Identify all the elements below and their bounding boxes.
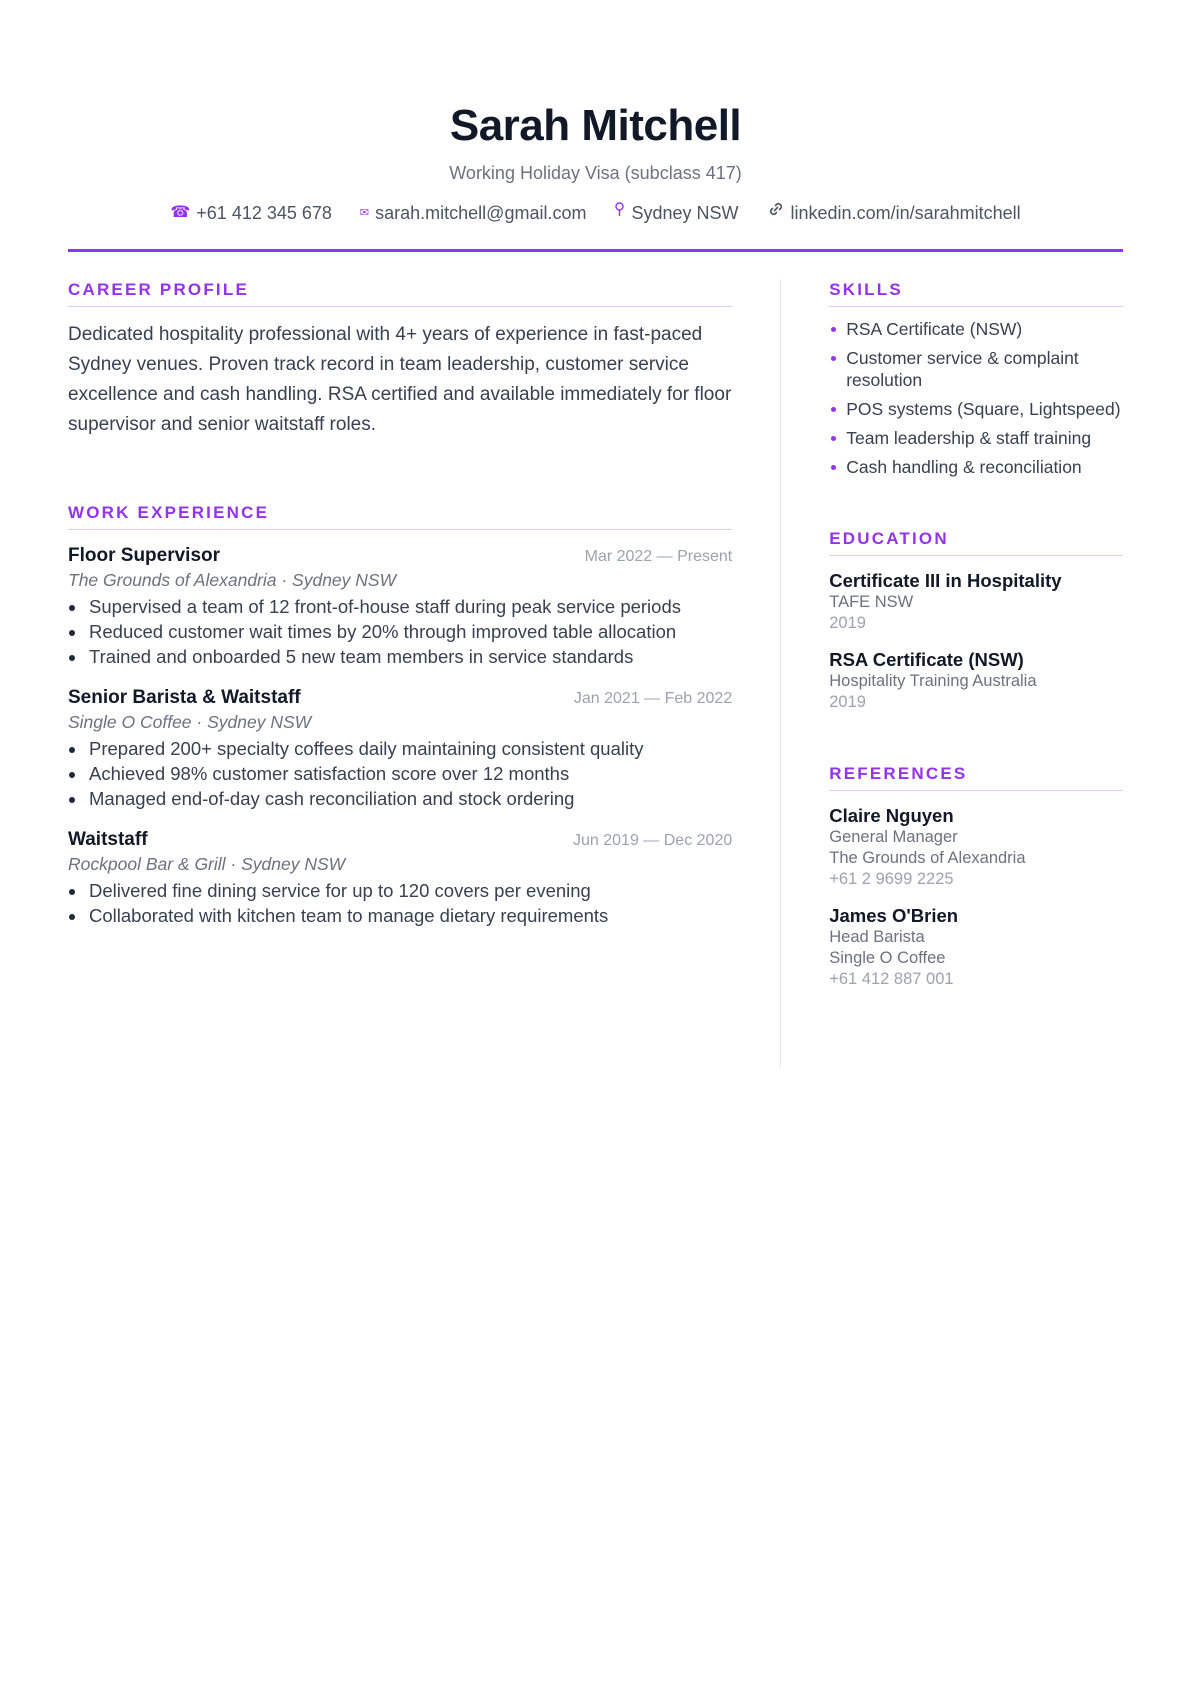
contact-phone-text: +61 412 345 678 (196, 202, 332, 223)
reference-entry (829, 904, 1123, 990)
list-item: Delivered fine dining service for up to 120 covers per evening (68, 880, 732, 902)
list-item: Reduced customer wait times by 20% through improved table allocation (68, 621, 732, 643)
job-bullets (68, 596, 732, 668)
skills-section (829, 279, 1123, 478)
contact-linkedin-text[interactable]: linkedin.com/in/sarahmitchell (790, 202, 1021, 223)
education-entry (829, 569, 1123, 634)
section-divider (829, 306, 1123, 307)
job-date: Mar 2022 — Present (584, 548, 733, 565)
list-item: Achieved 98% customer satisfaction score over 12 months (68, 763, 732, 785)
job-bullets (68, 738, 732, 810)
education-entry (829, 648, 1123, 713)
resume-body (68, 279, 1123, 1067)
resume-header (68, 0, 1123, 225)
section-title: WORK EXPERIENCE (68, 503, 270, 522)
contact-bar (68, 200, 1123, 225)
contact-email[interactable] (360, 200, 587, 225)
education-title: Certificate III in Hospitality (829, 570, 1062, 591)
contact-linkedin[interactable] (767, 200, 1021, 225)
reference-org: Single O Coffee (829, 949, 946, 967)
education-school: TAFE NSW (829, 593, 914, 611)
list-item: Managed end-of-day cash reconciliation and stock ordering (68, 788, 732, 810)
header-divider (68, 249, 1123, 252)
job-date: Jun 2019 — Dec 2020 (573, 832, 733, 849)
job-title: Waitstaff (68, 829, 148, 850)
section-divider (829, 555, 1123, 556)
reference-role: General Manager (829, 828, 958, 846)
section-divider (68, 529, 732, 530)
link-icon (767, 200, 785, 225)
job-company: The Grounds of Alexandria · Sydney NSW (68, 570, 397, 590)
education-year: 2019 (829, 614, 866, 632)
section-title: EDUCATION (829, 529, 949, 548)
mail-icon: ✉ (359, 206, 370, 219)
contact-phone (170, 200, 332, 225)
list-item: Team leadership & staff training (829, 427, 1123, 449)
contact-email-text[interactable]: sarah.mitchell@gmail.com (375, 202, 587, 223)
reference-org: The Grounds of Alexandria (829, 849, 1026, 867)
side-column (829, 279, 1123, 1067)
career-profile-section (68, 279, 732, 440)
location-pin-icon (614, 201, 625, 225)
section-divider (68, 306, 732, 307)
job-date: Jan 2021 — Feb 2022 (573, 690, 733, 707)
reference-name: Claire Nguyen (829, 805, 954, 826)
phone-icon: ☎ (170, 203, 191, 221)
job-company: Rockpool Bar & Grill · Sydney NSW (68, 854, 346, 874)
main-column (68, 279, 732, 1067)
section-title: CAREER PROFILE (68, 280, 249, 299)
list-item: Collaborated with kitchen team to manage dietary requirements (68, 905, 732, 927)
reference-role: Head Barista (829, 928, 925, 946)
reference-phone: +61 2 9699 2225 (829, 870, 954, 888)
reference-name: James O'Brien (829, 905, 959, 926)
job-title: Senior Barista & Waitstaff (68, 687, 301, 708)
work-experience-section (68, 502, 732, 927)
column-divider (780, 279, 781, 1067)
contact-location-text: Sydney NSW (631, 202, 739, 223)
profile-text: Dedicated hospitality professional with 4+ years of experience in fast-paced Sydney venues. Proven track record in team leadership, customer service excellence and cash handling. RSA certified and available immediately for floor supervisor and senior waitstaff roles. (68, 324, 732, 435)
job-entry (68, 686, 732, 810)
job-entry (68, 544, 732, 668)
job-company: Single O Coffee · Sydney NSW (68, 712, 312, 732)
section-title: SKILLS (829, 280, 903, 299)
job-title: Floor Supervisor (68, 545, 221, 566)
list-item: Trained and onboarded 5 new team members in service standards (68, 646, 732, 668)
section-divider (829, 790, 1123, 791)
visa-subtitle: Working Holiday Visa (subclass 417) (449, 163, 742, 183)
list-item: RSA Certificate (NSW) (829, 318, 1123, 340)
contact-location (614, 200, 738, 225)
references-section (829, 763, 1123, 990)
list-item: Supervised a team of 12 front-of-house staff during peak service periods (68, 596, 732, 618)
section-title: REFERENCES (829, 764, 968, 783)
reference-entry (829, 804, 1123, 890)
job-entry (68, 828, 732, 927)
list-item: Cash handling & reconciliation (829, 456, 1123, 478)
job-bullets (68, 880, 732, 927)
education-section (829, 528, 1123, 713)
reference-phone: +61 412 887 001 (829, 970, 954, 988)
list-item: Customer service & complaint resolution (829, 347, 1123, 391)
candidate-name: Sarah Mitchell (449, 101, 742, 150)
education-year: 2019 (829, 693, 866, 711)
list-item: POS systems (Square, Lightspeed) (829, 398, 1123, 420)
list-item: Prepared 200+ specialty coffees daily maintaining consistent quality (68, 738, 732, 760)
education-school: Hospitality Training Australia (829, 672, 1037, 690)
education-title: RSA Certificate (NSW) (829, 649, 1024, 670)
skills-list (829, 318, 1123, 478)
